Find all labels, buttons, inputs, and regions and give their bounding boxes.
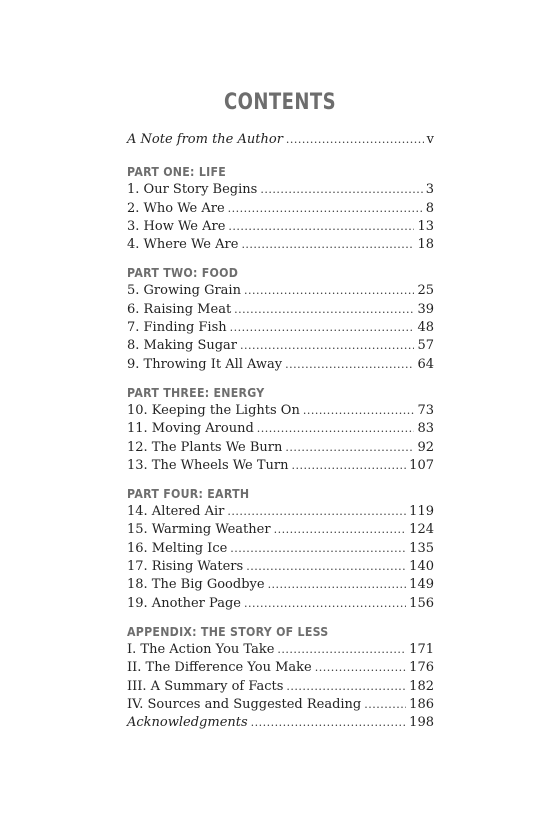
toc-page-number: v bbox=[426, 132, 434, 147]
toc-part-section bbox=[127, 384, 434, 475]
toc-part-section bbox=[127, 623, 434, 732]
toc-page-number: 57 bbox=[417, 338, 434, 354]
toc-page-number: 39 bbox=[417, 301, 434, 317]
toc-page-number: 198 bbox=[409, 715, 434, 731]
toc-entry[interactable] bbox=[127, 641, 434, 659]
toc-page-number: 73 bbox=[417, 402, 434, 418]
dot-leader bbox=[257, 420, 415, 438]
toc-entry-label: 17. Rising Waters bbox=[127, 559, 244, 575]
toc-page-number: 25 bbox=[417, 283, 434, 299]
toc-entry-label: Acknowledgments bbox=[127, 715, 248, 731]
toc-page-number: 124 bbox=[409, 522, 434, 538]
toc-part-section bbox=[127, 163, 434, 254]
toc-page-number: 8 bbox=[425, 200, 434, 216]
toc-page-number: 186 bbox=[409, 696, 434, 712]
toc-page-number: 140 bbox=[409, 559, 434, 575]
dot-leader bbox=[274, 521, 407, 539]
toc-entry-label: 7. Finding Fish bbox=[127, 320, 227, 336]
toc-page-number: 176 bbox=[409, 660, 434, 676]
toc-entry[interactable] bbox=[127, 356, 434, 374]
toc-entry[interactable] bbox=[127, 595, 434, 613]
toc-page-number: 92 bbox=[417, 439, 434, 455]
toc-entry-label: 13. The Wheels We Turn bbox=[127, 457, 289, 473]
dot-leader bbox=[286, 131, 424, 149]
dot-leader bbox=[244, 595, 406, 613]
toc-entry[interactable] bbox=[127, 402, 434, 420]
toc-entry-label: 4. Where We Are bbox=[127, 237, 239, 253]
dot-leader bbox=[240, 337, 414, 355]
dot-leader bbox=[277, 641, 406, 659]
toc-part-section bbox=[127, 485, 434, 613]
dot-leader bbox=[241, 236, 414, 254]
toc-entry-label: A Note from the Author bbox=[127, 132, 283, 147]
toc-entry-label: 3. How We Are bbox=[127, 218, 226, 234]
toc-entry[interactable] bbox=[127, 319, 434, 337]
toc-page-number: 149 bbox=[409, 577, 434, 593]
toc-page-number: 156 bbox=[409, 595, 434, 611]
toc-page-number: 48 bbox=[417, 320, 434, 336]
dot-leader bbox=[228, 200, 423, 218]
section-spacer bbox=[127, 475, 434, 485]
toc-entry[interactable] bbox=[127, 181, 434, 199]
toc-entry-label: III. A Summary of Facts bbox=[127, 678, 284, 694]
toc-entry-label: I. The Action You Take bbox=[127, 641, 275, 657]
dot-leader bbox=[227, 503, 406, 521]
dot-leader bbox=[228, 218, 414, 236]
dot-leader bbox=[292, 457, 407, 475]
dot-leader bbox=[246, 558, 406, 576]
dot-leader bbox=[230, 540, 406, 558]
dot-leader bbox=[244, 282, 415, 300]
toc-entry-label: IV. Sources and Suggested Reading bbox=[127, 696, 362, 712]
toc-page-number: 135 bbox=[409, 540, 434, 556]
toc-entry[interactable] bbox=[127, 282, 434, 300]
toc-page-number: 171 bbox=[409, 641, 434, 657]
toc-entry[interactable] bbox=[127, 301, 434, 319]
toc-entry-author-note[interactable] bbox=[127, 131, 434, 149]
toc-entry-label: 19. Another Page bbox=[127, 595, 241, 611]
toc-page-number: 13 bbox=[417, 218, 434, 234]
toc-entry-label: 14. Altered Air bbox=[127, 504, 225, 520]
toc-entry[interactable] bbox=[127, 337, 434, 355]
toc-entry-label: 8. Making Sugar bbox=[127, 338, 238, 354]
toc-entry[interactable] bbox=[127, 521, 434, 539]
dot-leader bbox=[285, 439, 414, 457]
part-heading: APPENDIX: THE STORY OF LESS bbox=[127, 623, 329, 639]
table-of-contents bbox=[127, 131, 434, 732]
toc-entry-label: 5. Growing Grain bbox=[127, 283, 241, 299]
page-title: CONTENTS bbox=[224, 90, 336, 115]
toc-part-section bbox=[127, 264, 434, 373]
toc-entry-label: 9. Throwing It All Away bbox=[127, 356, 283, 372]
toc-page-number: 107 bbox=[409, 457, 434, 473]
toc-entry[interactable] bbox=[127, 659, 434, 677]
toc-entry[interactable] bbox=[127, 457, 434, 475]
toc-entry-label: 18. The Big Goodbye bbox=[127, 577, 265, 593]
toc-entry[interactable] bbox=[127, 420, 434, 438]
part-heading: PART THREE: ENERGY bbox=[127, 384, 265, 400]
toc-entry-label: 11. Moving Around bbox=[127, 421, 254, 437]
toc-entry-label: 16. Melting Ice bbox=[127, 540, 228, 556]
toc-entry-label: II. The Difference You Make bbox=[127, 660, 312, 676]
toc-entry[interactable] bbox=[127, 200, 434, 218]
toc-entry-label: 2. Who We Are bbox=[127, 200, 225, 216]
section-spacer bbox=[127, 613, 434, 623]
toc-entry[interactable] bbox=[127, 540, 434, 558]
dot-leader bbox=[364, 696, 406, 714]
toc-entry[interactable] bbox=[127, 236, 434, 254]
section-spacer bbox=[127, 374, 434, 384]
toc-entry[interactable] bbox=[127, 696, 434, 714]
toc-entry-label: 12. The Plants We Burn bbox=[127, 439, 283, 455]
toc-entry[interactable] bbox=[127, 439, 434, 457]
toc-entry[interactable] bbox=[127, 218, 434, 236]
toc-page-number: 119 bbox=[409, 504, 434, 520]
toc-parts bbox=[127, 149, 434, 732]
toc-page-number: 3 bbox=[425, 182, 434, 198]
toc-entry[interactable] bbox=[127, 714, 434, 732]
section-spacer bbox=[127, 254, 434, 264]
dot-leader bbox=[268, 576, 407, 594]
dot-leader bbox=[285, 356, 414, 374]
toc-page-number: 83 bbox=[417, 421, 434, 437]
toc-entry[interactable] bbox=[127, 503, 434, 521]
toc-entry-label: 6. Raising Meat bbox=[127, 301, 232, 317]
toc-entry[interactable] bbox=[127, 678, 434, 696]
part-heading: PART FOUR: EARTH bbox=[127, 486, 250, 502]
toc-entry[interactable] bbox=[127, 576, 434, 594]
dot-leader bbox=[251, 714, 407, 732]
part-heading: PART ONE: LIFE bbox=[127, 164, 227, 180]
part-heading: PART TWO: FOOD bbox=[127, 265, 239, 281]
toc-entry[interactable] bbox=[127, 558, 434, 576]
dot-leader bbox=[260, 181, 422, 199]
dot-leader bbox=[230, 319, 415, 337]
toc-page-number: 182 bbox=[409, 678, 434, 694]
toc-page-number: 18 bbox=[417, 237, 434, 253]
section-spacer bbox=[127, 149, 434, 163]
dot-leader bbox=[234, 301, 414, 319]
toc-entry-label: 15. Warming Weather bbox=[127, 522, 271, 538]
dot-leader bbox=[303, 402, 415, 420]
dot-leader bbox=[315, 659, 406, 677]
dot-leader bbox=[286, 678, 406, 696]
toc-entry-label: 1. Our Story Begins bbox=[127, 182, 258, 198]
toc-page-number: 64 bbox=[417, 356, 434, 372]
toc-entry-label: 10. Keeping the Lights On bbox=[127, 402, 300, 418]
